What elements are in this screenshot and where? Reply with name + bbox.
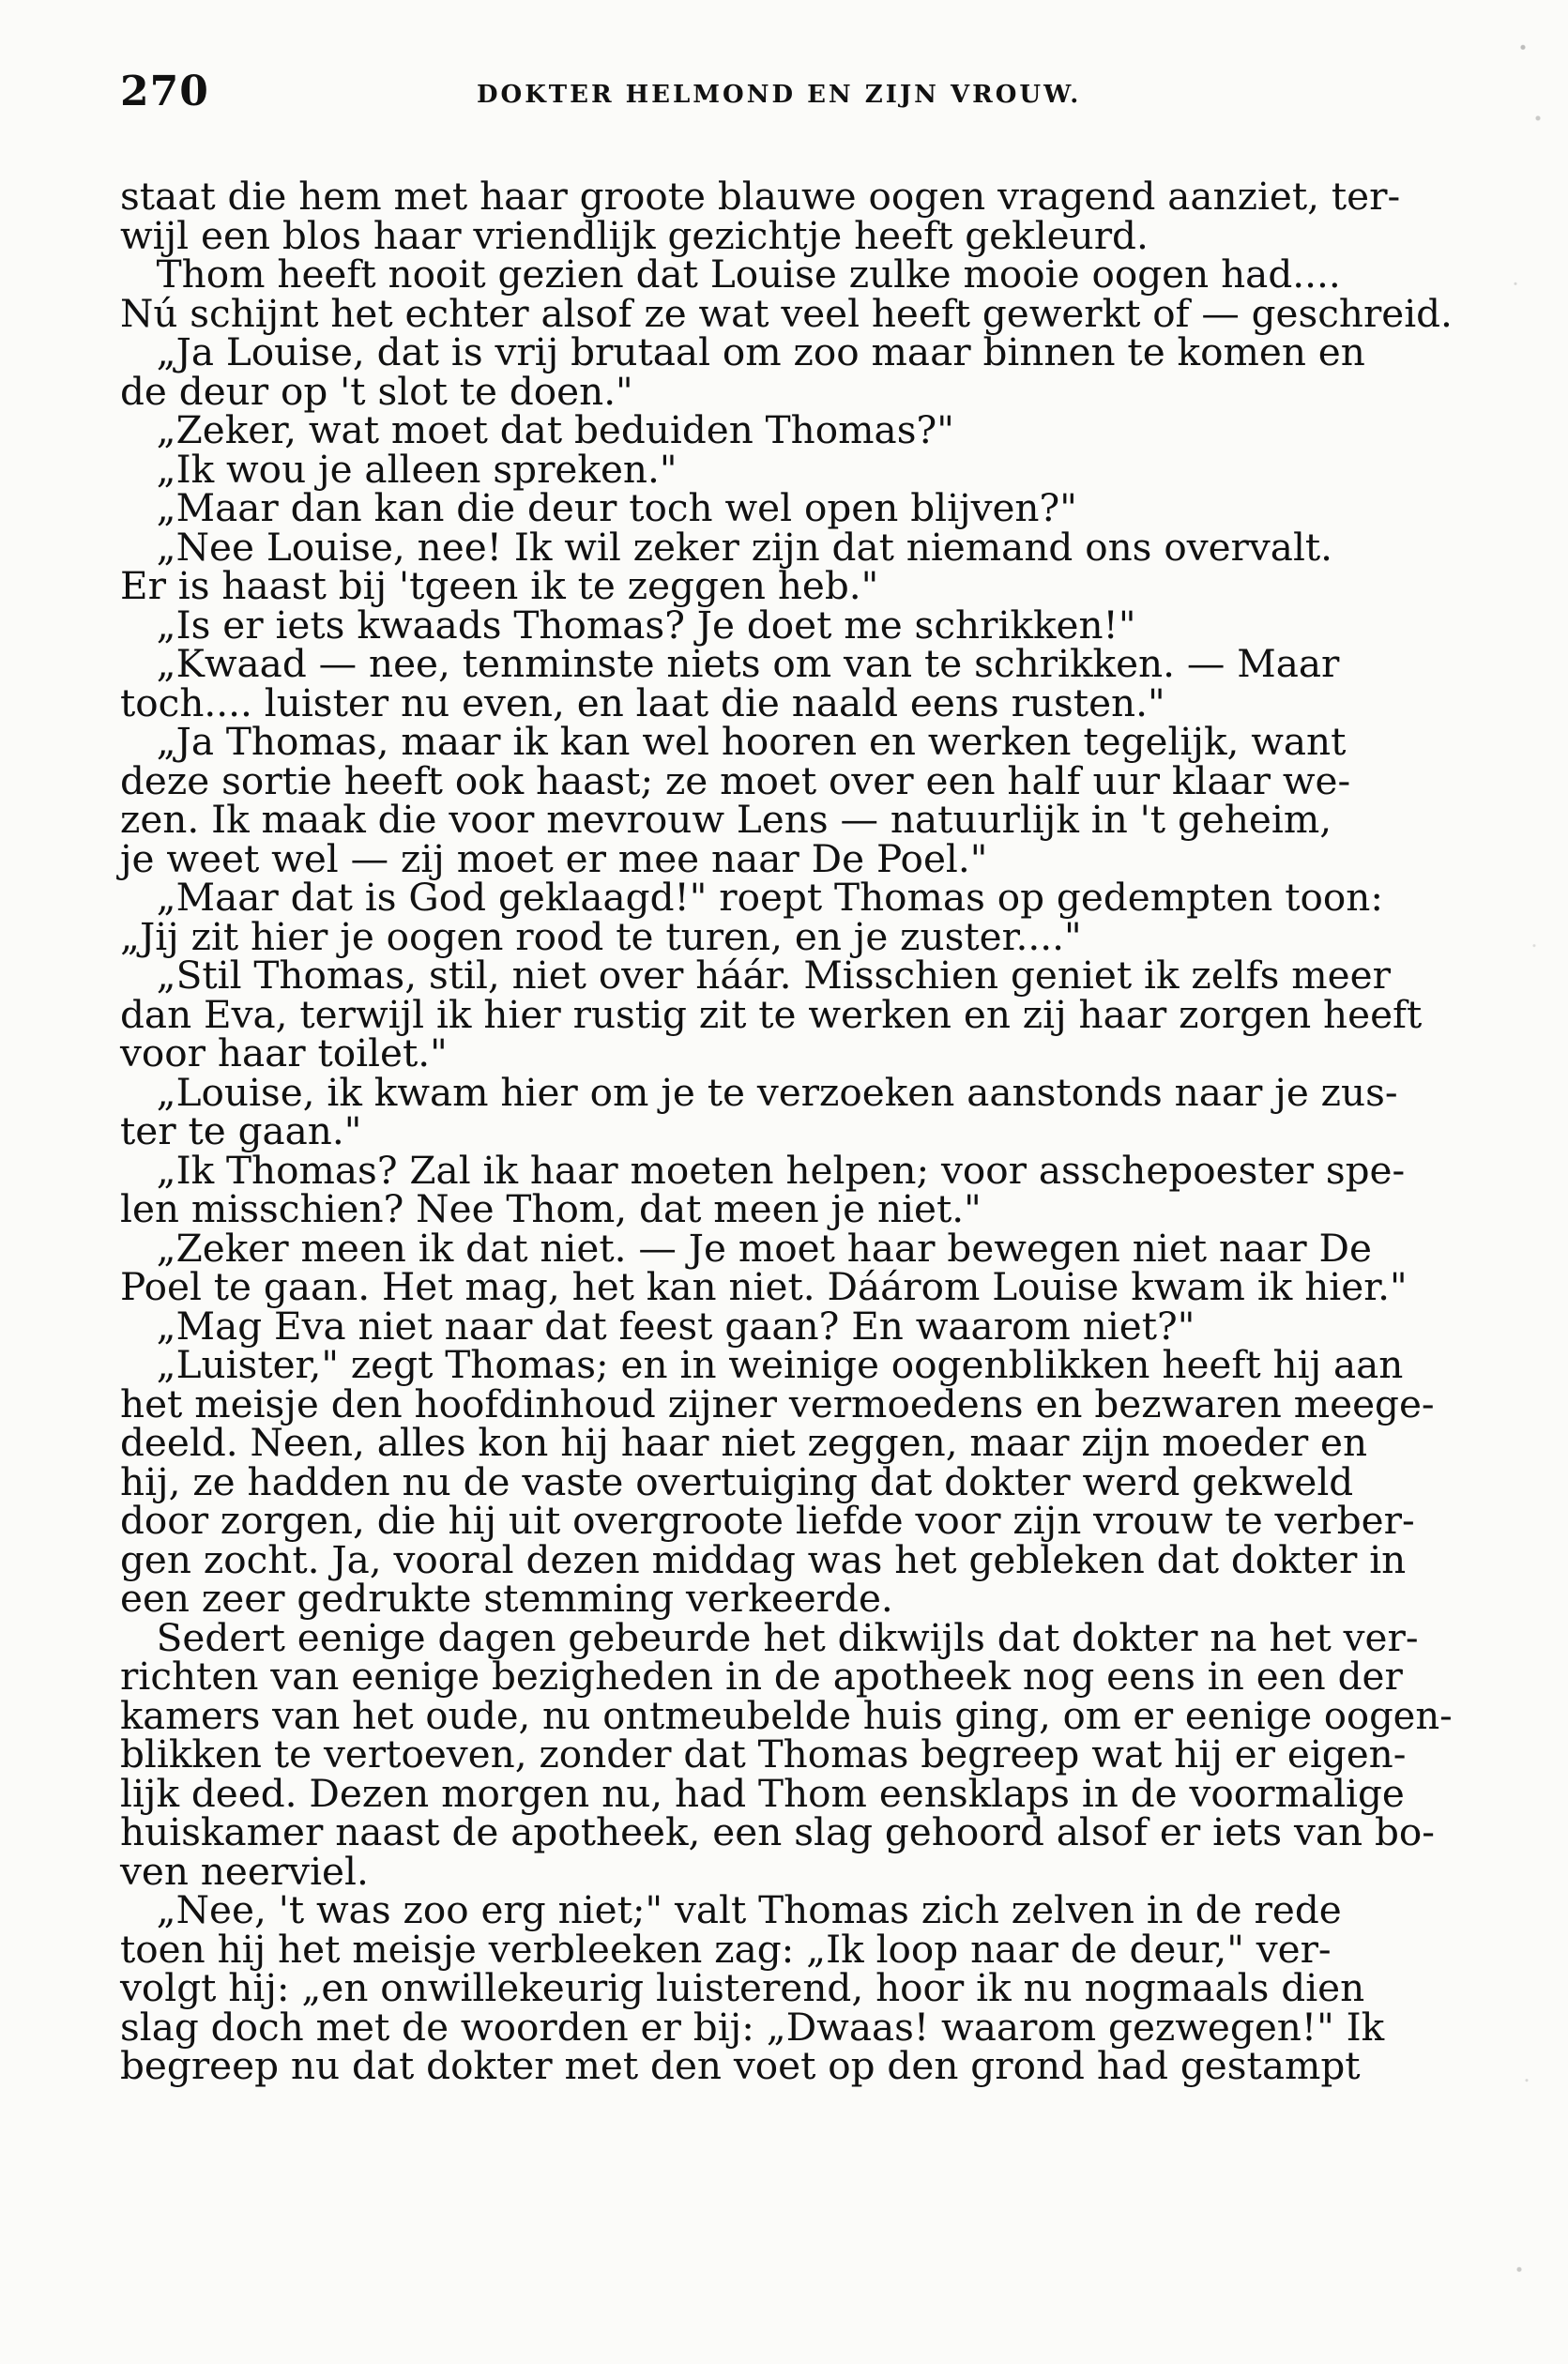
text-line: zen. Ik maak die voor mevrouw Lens — natuurlijk in 't geheim, [120, 797, 1332, 842]
text-line: dan Eva, terwijl ik hier rustig zit te werken en zij haar zorgen heeft [120, 991, 1423, 1037]
text-line: hij, ze hadden nu de vaste overtuiging dat dokter werd gekweld [120, 1458, 1354, 1504]
text-line: „Kwaad — nee, tenminste niets om van te schrikken. — Maar [120, 641, 1340, 686]
text-line: Sedert eenige dagen gebeurde het dikwijls dat dokter na het ver- [120, 1614, 1419, 1660]
text-line: „Zeker, wat moet dat beduiden Thomas?" [120, 407, 954, 452]
text-line: begreep nu dat dokter met den voet op den grond had gestampt [120, 2043, 1361, 2088]
text-line: door zorgen, die hij uit overgroote liefde voor zijn vrouw te verber- [120, 1498, 1415, 1543]
running-title: DOKTER HELMOND EN ZIJN VROUW. [477, 81, 1082, 109]
text-line: deze sortie heeft ook haast; ze moet over een half uur klaar we- [120, 757, 1351, 803]
text-line: „Zeker meen ik dat niet. — Je moet haar bewegen niet naar De [120, 1225, 1372, 1271]
text-line: Er is haast bij 'tgeen ik te zeggen heb." [120, 563, 879, 608]
text-line: „Ik Thomas? Zal ik haar moeten helpen; voor asschepoester spe- [120, 1147, 1406, 1193]
text-line: het meisje den hoofdinhoud zijner vermoedens en bezwaren meege- [120, 1380, 1435, 1426]
text-line: len misschien? Nee Thom, dat meen je niet." [120, 1186, 982, 1231]
text-line: richten van eenige bezigheden in de apotheek nog eens in een der [120, 1654, 1403, 1699]
text-line: lijk deed. Dezen morgen nu, had Thom eensklaps in de voormalige [120, 1770, 1405, 1816]
text-line: „Is er iets kwaads Thomas? Je doet me schrikken!" [120, 602, 1136, 648]
text-line: „Jij zit hier je oogen rood te turen, en je zuster...." [120, 913, 1082, 959]
text-line: Nú schijnt het echter alsof ze wat veel heeft gewerkt of — geschreid. [120, 290, 1453, 336]
text-line: „Luister," zegt Thomas; en in weinige oogenblikken heeft hij aan [120, 1342, 1404, 1387]
text-line: ven neerviel. [120, 1848, 369, 1894]
text-line: toen hij het meisje verbleeken zag: „Ik loop naar de deur," ver- [120, 1926, 1332, 1972]
text-line: gen zocht. Ja, vooral dezen middag was het gebleken dat dokter in [120, 1536, 1407, 1582]
text-line: „Maar dat is God geklaagd!" roept Thomas op gedempten toon: [120, 875, 1384, 920]
text-line: wijl een blos haar vriendlijk gezichtje heeft gekleurd. [120, 212, 1149, 258]
text-line: voor haar toilet." [120, 1030, 448, 1075]
text-line: deeld. Neen, alles kon hij haar niet zeggen, maar zijn moeder en [120, 1420, 1368, 1465]
text-line: „Stil Thomas, stil, niet over háár. Misschien geniet ik zelfs meer [120, 953, 1391, 998]
scan-edge-noise [1493, 0, 1568, 2364]
text-line: „Ik wou je alleen spreken." [120, 446, 677, 492]
page-header [120, 68, 1453, 124]
text-line: Thom heeft nooit gezien dat Louise zulke mooie oogen had.... [120, 252, 1341, 297]
text-line: „Louise, ik kwam hier om je te verzoeken aanstonds naar je zus- [120, 1069, 1398, 1115]
page-number: 270 [120, 68, 209, 115]
text-line: volgt hij: „en onwillekeurig luisterend, hoor ik nu nogmaals dien [120, 1965, 1365, 2010]
text-line: huiskamer naast de apotheek, een slag gehoord alsof er iets van bo- [120, 1809, 1435, 1854]
text-line: Poel te gaan. Het mag, het kan niet. Dáárom Louise kwam ik hier." [120, 1264, 1408, 1309]
text-line: „Nee Louise, nee! Ik wil zeker zijn dat niemand ons overvalt. [120, 524, 1333, 570]
text-line: „Nee, 't was zoo erg niet;" valt Thomas zich zelven in de rede [120, 1887, 1342, 1932]
text-line: „Maar dan kan die deur toch wel open blijven?" [120, 485, 1077, 530]
text-line: slag doch met de woorden er bij: „Dwaas! waarom gezwegen!" Ik [120, 2004, 1385, 2050]
body-text [120, 174, 1453, 2088]
text-line: kamers van het oude, nu ontmeubelde huis ging, om er eenige oogen- [120, 1692, 1453, 1738]
text-line: „Mag Eva niet naar dat feest gaan? En waarom niet?" [120, 1303, 1195, 1349]
text-line: een zeer gedrukte stemming verkeerde. [120, 1576, 893, 1621]
text-line: „Ja Louise, dat is vrij brutaal om zoo maar binnen te komen en [120, 329, 1365, 374]
text-line: blikken te vertoeven, zonder dat Thomas begreep wat hij er eigen- [120, 1731, 1407, 1777]
text-line: staat die hem met haar groote blauwe oogen vragend aanziet, ter- [120, 174, 1401, 219]
text-line: de deur op 't slot te doen." [120, 368, 633, 414]
text-line: je weet wel — zij moet er mee naar De Poel." [120, 835, 988, 881]
text-line: toch.... luister nu even, en laat die naald eens rusten." [120, 679, 1165, 725]
text-line: „Ja Thomas, maar ik kan wel hooren en werken tegelijk, want [120, 719, 1347, 764]
text-line: ter te gaan." [120, 1108, 362, 1153]
